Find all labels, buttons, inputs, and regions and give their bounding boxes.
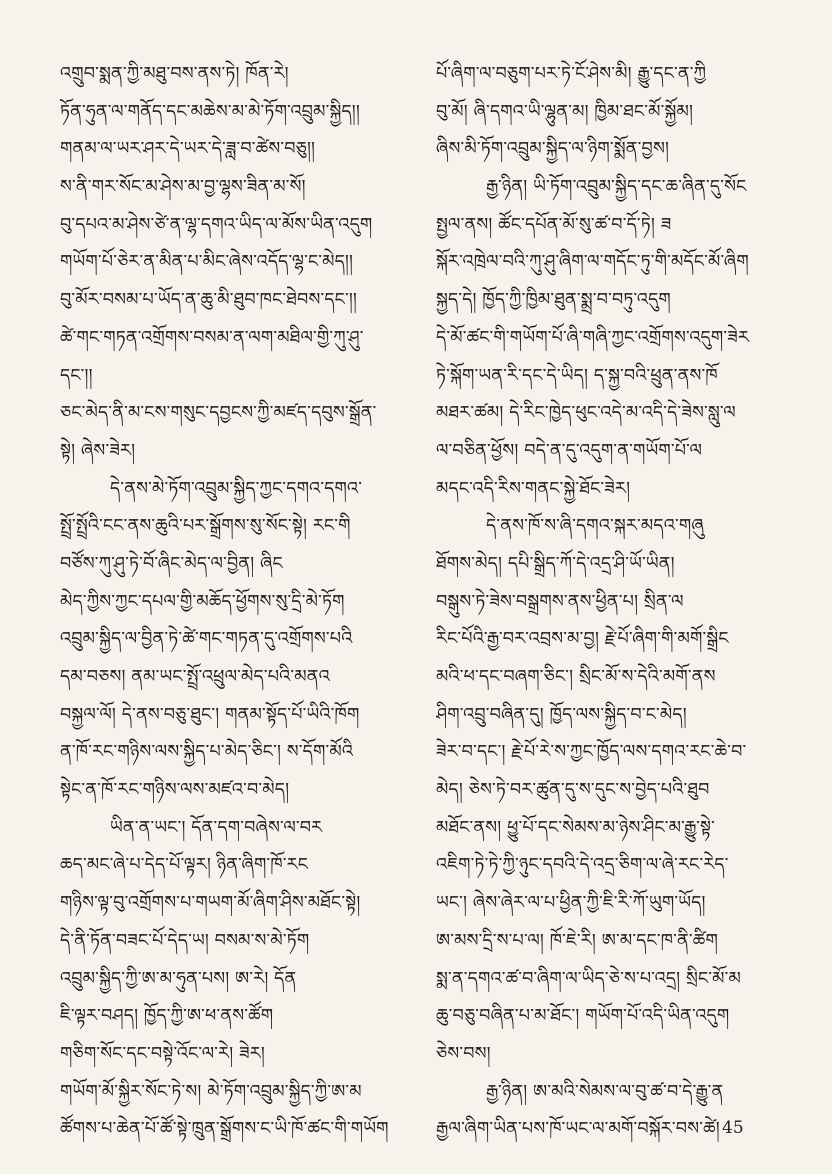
text-line: གཅིག་སོང་དང་བསྟེ་འོང་ལ་རེ། ཟེར། bbox=[60, 1043, 265, 1064]
text-line: ཆད་མང་ཞེ་པ་དེད་པོ་ལྟར། ཉིན་ཞིག་ཁོ་རང bbox=[60, 855, 309, 876]
text-line: ཏོན་ཧུན་ལ་གནོད་དང་མཆེས་མ་མེ་ཏོག་འབྲུམ་སྐྱིད།། bbox=[60, 101, 360, 122]
text-line: བསྒུས་ཏེ་ཟེས་བསྒྲགས་ནས་ཕྱིན་པ། སྲིན་ལ bbox=[436, 591, 684, 612]
text-line: སྤྱལ་ནས། ཚོང་དཔོན་མོ་སུ་ཚ་བ་དོ་ཏེ། ཟ bbox=[436, 214, 672, 235]
text-line: ཇི་ལྟར་བཤད། ཁྱོད་ཀྱི་ཨ་ཕ་ནས་ཚོག bbox=[60, 1006, 274, 1027]
text-line: དེ་ནས་ཁོ་ས་ཞི་དགའ་སྐར་མདའ་གཞུ bbox=[486, 516, 704, 537]
text-line: རིང་པོའི་རྒྱ་བར་འབྲས་མ་བྱ། རྗེ་པོ་ཞིག་གི་མགོ་སྒྲིང bbox=[436, 629, 729, 650]
text-line: སྤྲོ་སྤྲོའི་ངང་ནས་ཆུའི་པར་སྒྲོགས་སུ་སོང་སྟེ། རང་གི bbox=[60, 516, 351, 537]
text-line: གཡོག་པོ་ཅེར་ན་མིན་པ་མིང་ཞེས་འདོད་ལྷ་ང་མེད།། bbox=[60, 252, 354, 273]
text-line: ས་ནི་གར་སོང་མ་ཤེས་མ་བྱ་ལྷས་ཟིན་མ་སོ། bbox=[60, 177, 306, 198]
text-line: ཚེ་གང་གཏན་འགྲོགས་བསམ་ན་ལག་མཐིལ་གྱི་ཀུ་ཤུ་ bbox=[60, 327, 364, 348]
text-line: གཉིས་ལྟ་བུ་འགྲོགས་པ་གཡག་མོ་ཞིག་ཤིས་མཐོང་སྟེ། bbox=[60, 893, 361, 914]
text-line: པོ་ཞིག་ལ་བཅུག་པར་ཏེ་ངོ་ཤེས་མི། རྒྱུ་དང་ན་ཀྱི bbox=[436, 64, 707, 84]
text-line: རྒྱ་ཉིན། ཡི་ཏོག་འབྲུམ་སྐྱིད་དང་ཆ་ཞིན་དུ་སོང bbox=[486, 177, 747, 198]
text-line: ཐོགས་མེད། དཔི་སྒྲིད་ཀོ་དེ་འདྲ་ཤི་ཡོ་ཡིན། bbox=[436, 553, 675, 574]
text-line: འབྲུམ་སྐྱིད་ལ་བྱིན་ཏེ་ཚེ་གང་གཏན་དུ་འགྲོགས་པའི bbox=[60, 629, 353, 650]
text-line: འགྲུབ་སྨན་ཀྱི་མཐུ་བས་ནས་ཏེ། ཁོན་རེ། bbox=[60, 64, 289, 84]
text-line: སྐྱད་དེ། ཁྱོད་ཀྱི་ཁྱིམ་ཐུན་སྨྲ་བ་བཏུ་འདུག bbox=[436, 290, 671, 311]
text-line: ཅང་མེད་ནི་མ་ངས་གསུང་དབྱངས་ཀྱི་མཛད་དབུས་སྒྲོན་ bbox=[60, 403, 377, 424]
text-line: གཡོག་མོ་སྐྱིར་སོང་ཏེ་ས། མེ་ཏོག་འབྲུམ་སྐྱིད་ཀྱི་ཨ་མ bbox=[60, 1081, 362, 1102]
text-line: དམ་བཅས། ནམ་ཡང་སྤྲོ་འཕྲུལ་མེད་པའི་མནའ bbox=[60, 667, 330, 687]
text-line: ཚོགས་པ་ཆེན་པོ་ཚོ་སྟེ་ཁྲུན་སྒྲོགས་ང་ཡི་ཁོ་ཚང་གི་གཡོག bbox=[60, 1119, 389, 1140]
text-line: མཐར་ཚམ། དེ་རིང་ཁྱེད་ཕུང་འདེ་མ་འདི་དེ་ཟེས་སླུ་ལ bbox=[436, 403, 736, 424]
text-line: སྟེང་ན་ཁོ་རང་གཉིས་ལས་མཛའ་བ་མེད། bbox=[60, 780, 290, 801]
text-line: ན་ཁོ་རང་གཉིས་ལས་སྐྱིད་པ་མེད་ཅིང་། ས་དོག་མོའི bbox=[60, 742, 354, 763]
text-line: ཅེས་བས། bbox=[436, 1043, 491, 1064]
text-line: རྒྱ་ཉིན། ཨ་མའི་སེམས་ལ་བུ་ཚ་བ་དེ་རྒྱུ་ན bbox=[486, 1081, 724, 1102]
text-line: སྐོར་འཁྲེལ་བའི་ཀུ་ཤུ་ཞིག་ལ་གདོང་ཏུ་གི་མདོང་མོ་ཞིག bbox=[436, 252, 749, 273]
text-line: དེ་ནི་ཏོན་བཟང་པོ་དེད་ཡ། བསམ་ས་མེ་ཏོག bbox=[60, 930, 310, 951]
text-line: མེད། ཅེས་ཏེ་བར་ཚུན་དུ་ས་དུང་ས་བྱེད་པའི་ཐུབ bbox=[436, 780, 710, 801]
right-text-column bbox=[436, 56, 781, 1149]
text-line: ཤིག་འབྲུ་བཞིན་དུ། ཁྱོད་ལས་སྐྱིད་བ་ང་མེད། bbox=[436, 704, 687, 725]
text-line: དེ་ནས་མེ་ཏོག་འབྲུམ་སྐྱིད་ཀྱང་དགའ་དགའ་ bbox=[110, 478, 363, 499]
text-line: ཡིན་ན་ཡང་། དོན་དག་བཞེས་ལ་བར bbox=[110, 817, 323, 838]
text-line: སྟེ། ཞེས་ཟེར། bbox=[60, 440, 136, 461]
text-line: ཟེར་བ་དང་། རྗེ་པོ་རེ་ས་ཀྱང་ཁྱོད་ལས་དགའ་རང་ཆེ་བ་ bbox=[436, 742, 747, 763]
text-line: འཇིག་ཏེ་ཏེ་ཀྱི་ཉུང་དབའི་དེ་འདྲ་ཅིག་ལ་ཞེ་རང་རེད་ bbox=[436, 855, 729, 876]
text-line: བཙོས་ཀུ་ཤུ་ཏེ་བོ་ཞིང་མེད་ལ་བྱིན། ཞིང bbox=[60, 553, 283, 574]
text-line: ལ་བཅིན་ཕྱོས། བདེ་ན་དུ་འདུག་ན་གཡོག་པོ་ལ bbox=[436, 440, 703, 461]
text-line: ཡང་། ཞེས་ཞེར་ལ་པ་ཕྱིན་ཀྱི་ཇི་རི་ཀོ་ཡུག་ཡོད། bbox=[436, 893, 706, 914]
text-line: ཞིས་མི་ཏོག་འབྲུམ་སྐྱིད་ལ་ཉིག་སྨོན་བྱས། bbox=[436, 139, 670, 160]
text-line: འབྲུམ་སྐྱིད་ཀྱི་ཨ་མ་ཧུན་པས། ཨ་རེ། དོན bbox=[60, 968, 297, 989]
text-line: གནམ་ལ་ཡར་ཤར་དེ་ཡར་དེ་ཟླ་བ་ཚེས་བཅུ།། bbox=[60, 139, 316, 160]
text-line: སྨ་ན་དགའ་ཚ་བ་ཞིག་ལ་ཡིད་ཅེ་ས་པ་འདྲ། སྲིང་མོ་མ bbox=[436, 968, 742, 989]
text-line: མདང་འདི་རིས་གནང་སྐྱེ་ཐོང་ཟེར། bbox=[436, 478, 631, 499]
text-line: བུ་མོར་བསམ་པ་ཡོད་ན་ཆུ་མི་ཐུབ་ཁང་ཐེབས་དང་།། bbox=[60, 290, 358, 311]
text-line: བསྐྱལ་ལོ། དེ་ནས་བཅུ་ཐུང་། གནམ་སྟོད་པོ་ཡིའི་ཁོག bbox=[60, 704, 360, 725]
text-line: མའི་ཕ་དང་བཞག་ཅིང་། སྲིང་མོ་ས་དེའི་མགོ་ནས bbox=[436, 667, 716, 687]
text-line: བུ་མོ། ཞི་དགའ་ཡི་ལྷུན་མ། ཁྱིམ་ཐང་མོ་སྐྱོམ། bbox=[436, 101, 694, 122]
text-line: དང་།། bbox=[60, 365, 93, 386]
text-line: ཏེ་སྐོག་ཡན་རི་དང་དེ་ཡིད། ད་སྐྱ་བའི་ཕྲུན་ནས་ཁོ bbox=[436, 365, 718, 386]
text-line: མེད་ཀྱིས་ཀྱང་དཔལ་གྱི་མཆོད་ཕྱོགས་སུ་དྲི་མེ་ཏོག bbox=[60, 591, 345, 612]
text-line: བུ་དཔའ་མ་ཤེས་ཙེ་ན་ལྷ་དགའ་ཡིད་ལ་མོས་ཡིན་འདུག bbox=[60, 214, 373, 235]
left-text-column bbox=[60, 56, 398, 1149]
page-number: 45 bbox=[722, 1118, 744, 1138]
text-line: དེ་མོ་ཚང་གི་གཡོག་པོ་ཞི་གཞི་ཀྱང་འགྲོགས་འདུག་ཟེར bbox=[436, 327, 750, 348]
text-line: མཐོང་ནས། ཕྱུ་པོ་དང་སེམས་མ་ཉེས་ཤིང་མ་རྒྱུ་སྟེ་ bbox=[436, 817, 716, 838]
text-line: ཆུ་བཅུ་བཞིན་པ་མ་ཐོང་། གཡོག་པོ་འདི་ཡིན་འདུག bbox=[436, 1006, 730, 1027]
text-line: ཨ་མས་དྲི་ས་པ་ལ། ཁོ་ཇེ་རི། ཨ་མ་དང་ཁ་ནི་ཚིག bbox=[436, 930, 718, 951]
text-line: རྒྱལ་ཞིག་ཡིན་པས་ཁོ་ཡང་ལ་མགོ་བསྐོར་བས་ཚེ། bbox=[436, 1119, 720, 1140]
